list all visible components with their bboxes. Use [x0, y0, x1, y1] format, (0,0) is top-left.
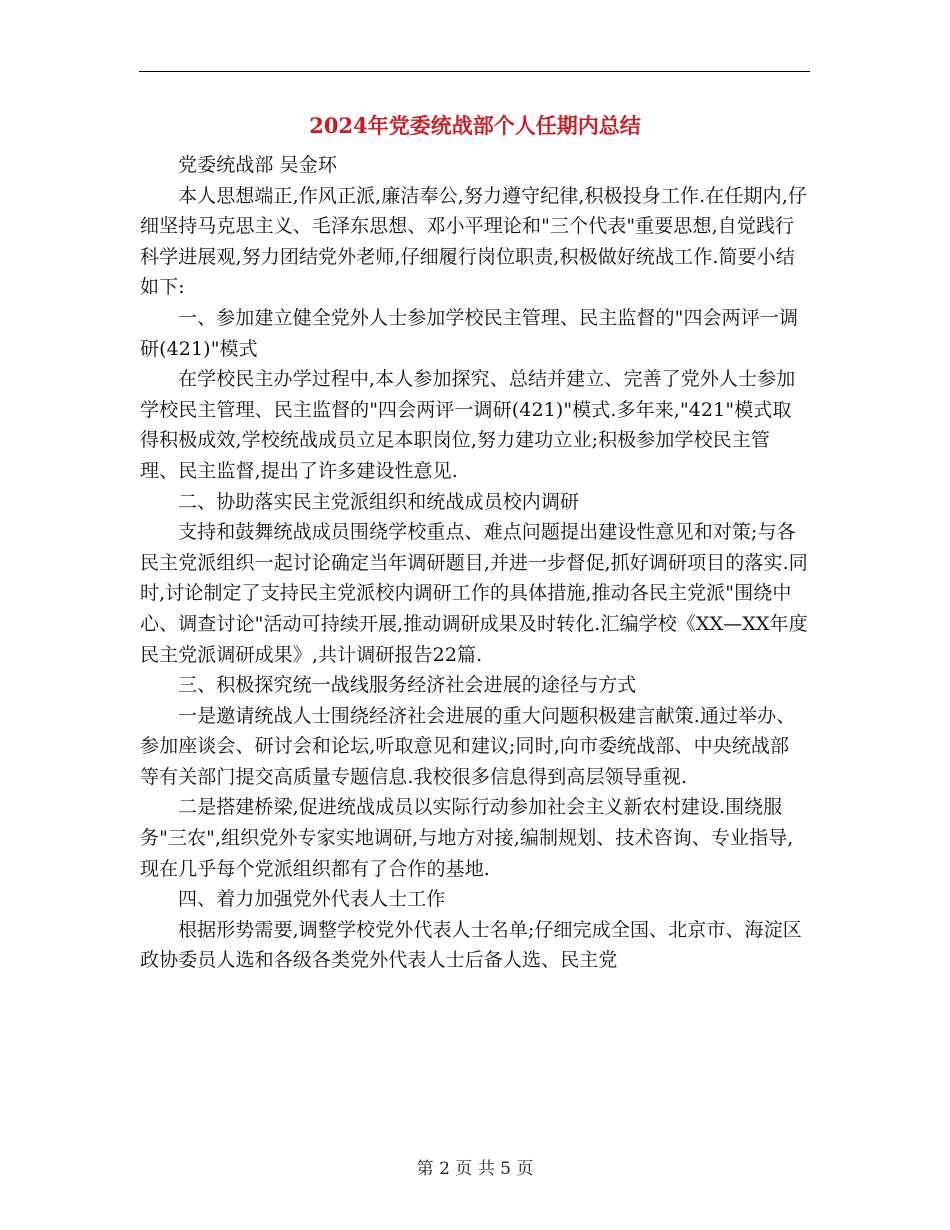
section-paragraph-3b: 二是搭建桥梁,促进统战成员以实际行动参加社会主义新农村建设.围绕服务"三农",组织党外专家实地调研,与地方对接,编制规划、技术咨询、专业指导,现在几乎每个党派组织都有了合作的基地.	[140, 796, 794, 880]
header-rule	[139, 71, 810, 72]
section-heading-4: 四、着力加强党外代表人士工作	[178, 888, 446, 911]
author-line: 党委统战部 吴金环	[178, 154, 337, 176]
document-body	[140, 150, 808, 976]
section-paragraph-4: 根据形势需要,调整学校党外代表人士名单;仔细完成全国、北京市、海淀区政协委员人选和各级各类党外代表人士后备人选、民主党	[140, 918, 802, 972]
section-heading-1: 一、参加建立健全党外人士参加学校民主管理、民主监督的"四会两评一调研(421)"模式	[140, 306, 799, 360]
document-title: 2024年党委统战部个人任期内总结	[309, 113, 641, 138]
section-paragraph-1: 在学校民主办学过程中,本人参加探究、总结并建立、完善了党外人士参加学校民主管理、民主监督的"四会两评一调研(421)"模式.多年来,"421"模式取得积极成效,学校统战成员立足本职岗位,努力建功立业;积极参加学校民主管理、民主监督,提出了许多建设性意见.	[140, 368, 796, 482]
section-heading-2: 二、协助落实民主党派组织和统战成员校内调研	[178, 490, 580, 513]
section-paragraph-2: 支持和鼓舞统战成员围绕学校重点、难点问题提出建设性意见和对策;与各民主党派组织一起讨论确定当年调研题目,并进一步督促,抓好调研项目的落实.同时,讨论制定了支持民主党派校内调研工作的具体措施,推动各民主党派"围绕中心、调查讨论"活动可持续开展,推动调研成果及时转化.汇编学校《XX—XX年度民主党派调研成果》,共计调研报告22篇.	[140, 521, 808, 666]
section-paragraph-3a: 一是邀请统战人士围绕经济社会进展的重大问题积极建言献策.通过举办、参加座谈会、研讨会和论坛,听取意见和建议;同时,向市委统战部、中央统战部等有关部门提交高质量专题信息.我校很多信息得到高层领导重视.	[140, 704, 796, 788]
intro-paragraph: 本人思想端正,作风正派,廉洁奉公,努力遵守纪律,积极投身工作.在任期内,仔细坚持马克思主义、毛泽东思想、邓小平理论和"三个代表"重要思想,自觉践行科学进展观,努力团结党外老师,仔细履行岗位职责,积极做好统战工作.简要小结如下:	[140, 184, 807, 299]
page-number: 第 2 页 共 5 页	[416, 1159, 534, 1179]
section-heading-3: 三、积极探究统一战线服务经济社会进展的途径与方式	[178, 674, 637, 697]
